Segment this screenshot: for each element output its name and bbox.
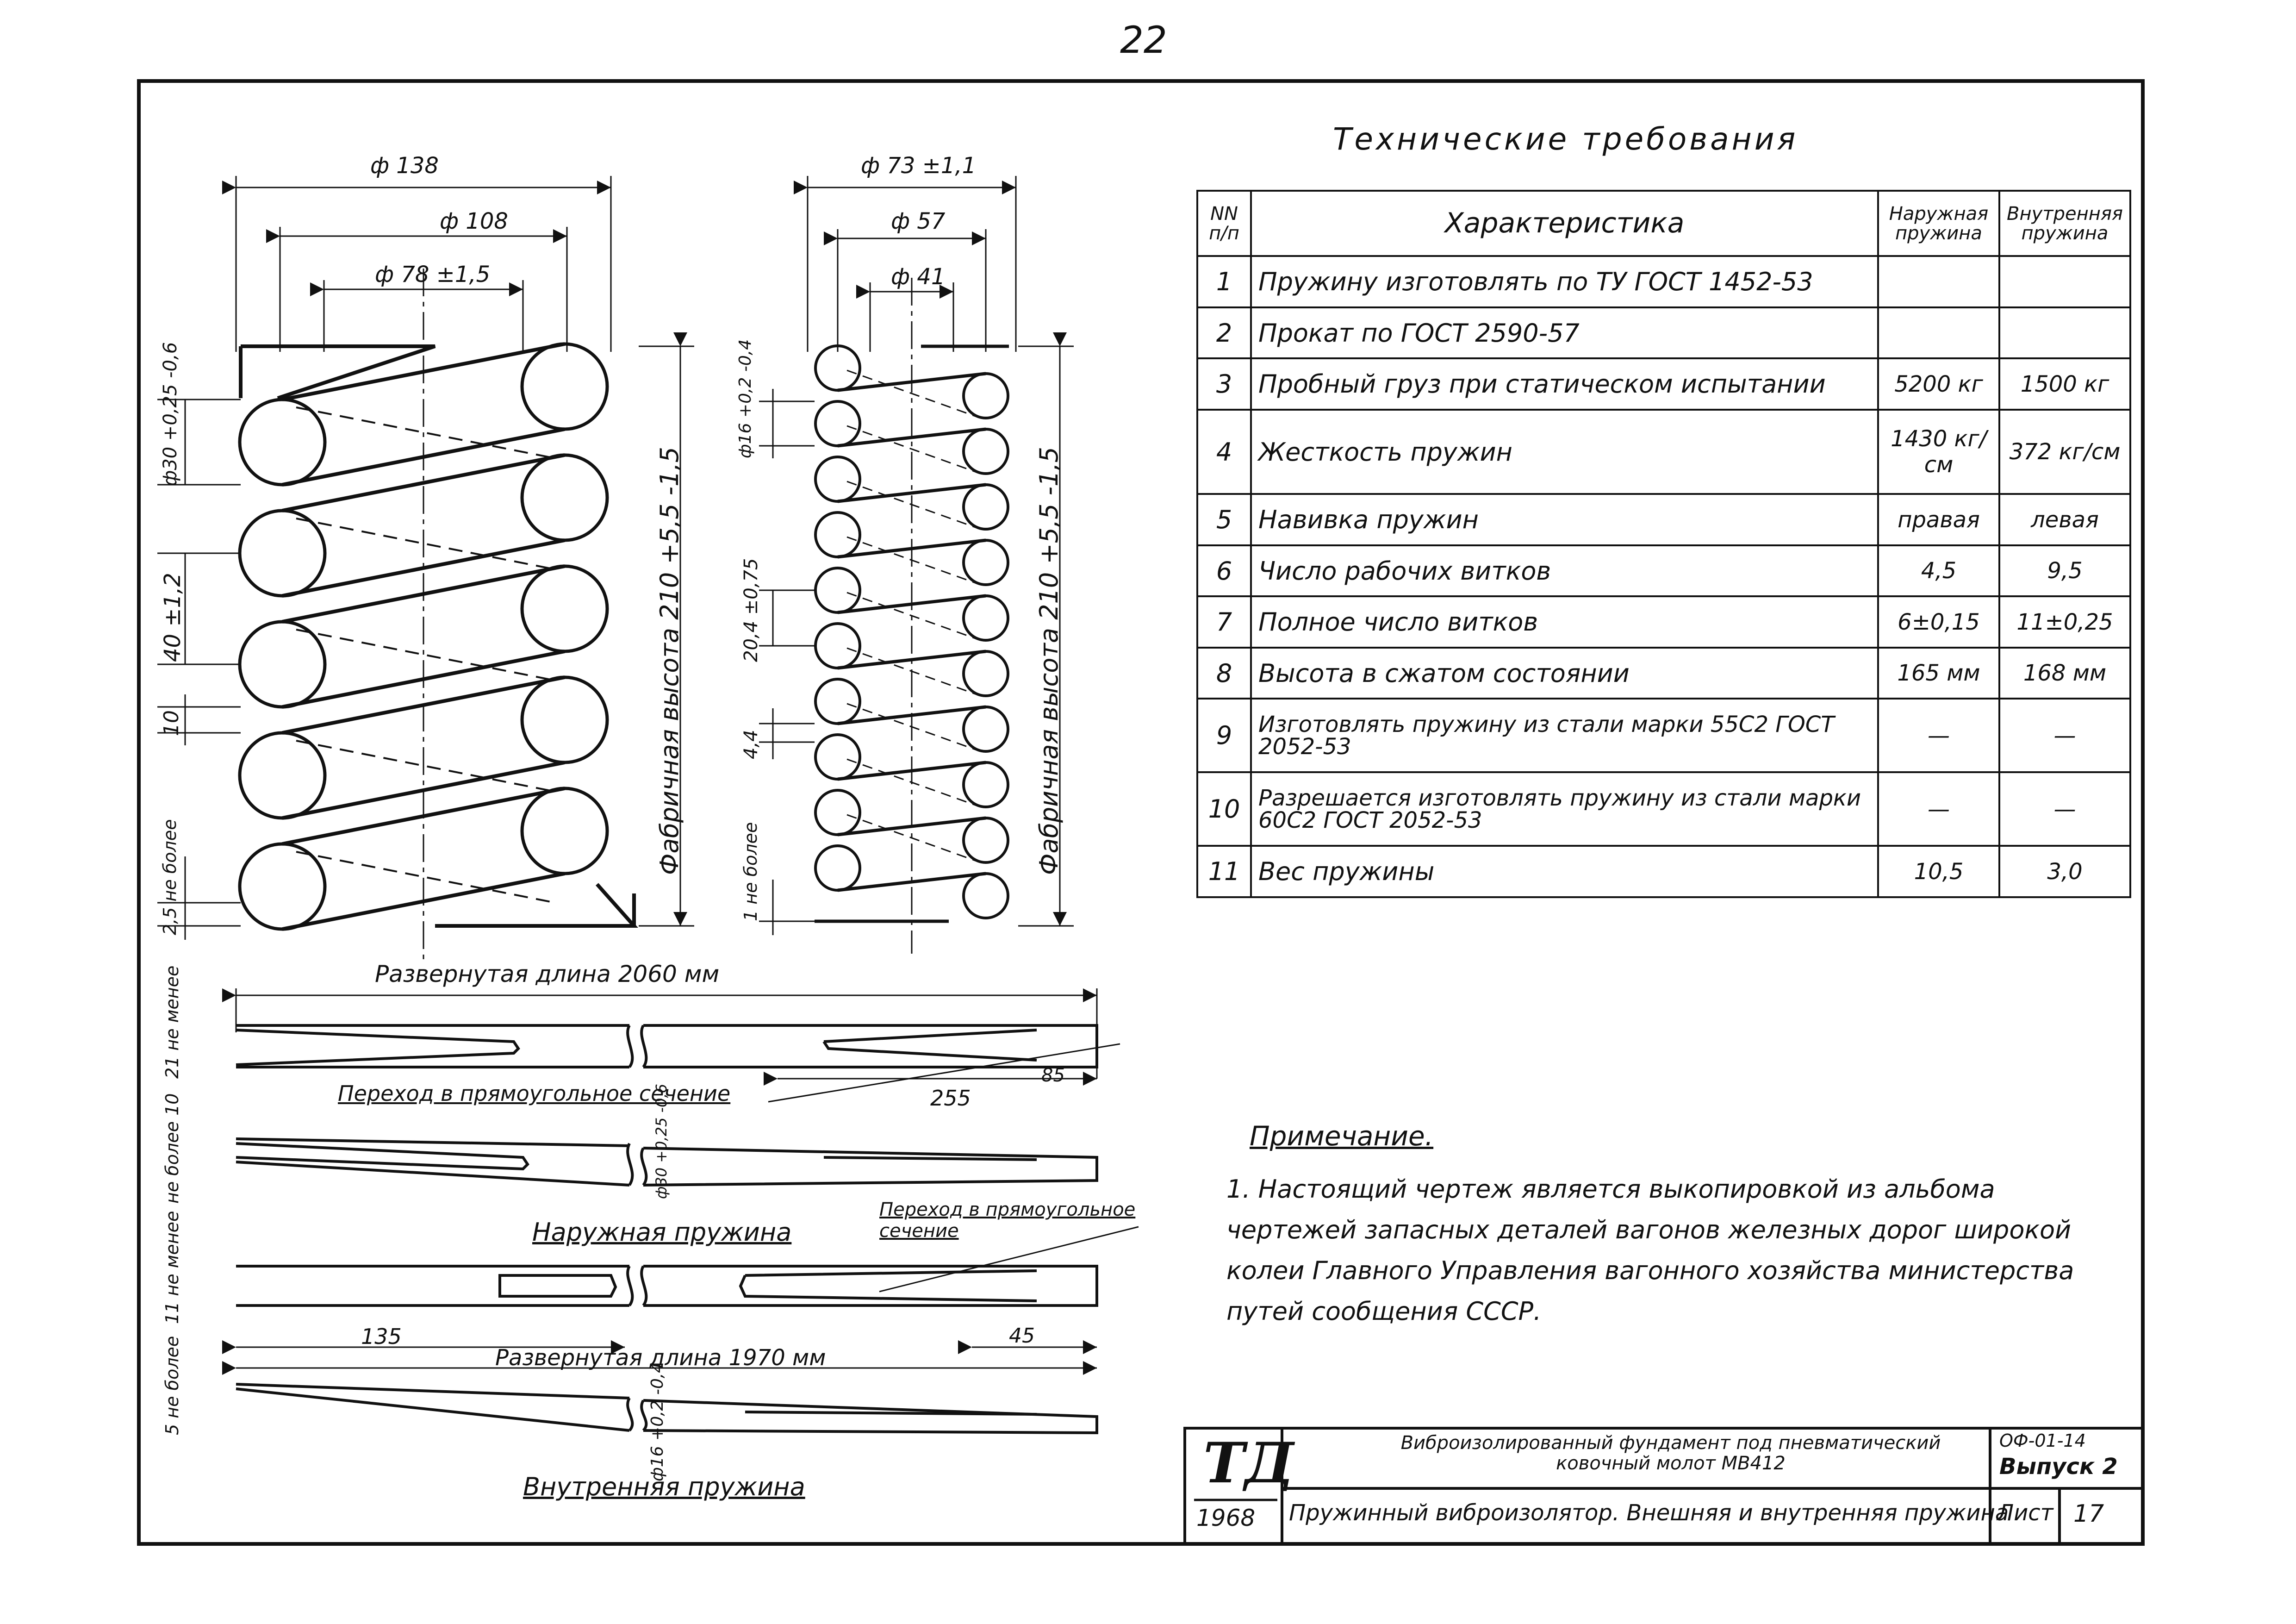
note-text: 1. Настоящий чертеж является выкопировкой из альбома чертежей запасных деталей вагонов железных дорог широкой колеи Главного Управления вагонного хозяйства министерства путей сообщения СССР.: [1226, 1174, 2074, 1326]
row-outer: 4,5: [1878, 545, 1999, 596]
inner-wire-label: ф16 +0,2 -0,4: [736, 339, 755, 458]
row-text: Изготовлять пружину из стали марки 55С2 ГОСТ 2052-53: [1251, 699, 1878, 772]
outer-length-label: Развернутая длина 2060 мм: [375, 961, 720, 987]
row-outer: правая: [1878, 494, 1999, 545]
outer-mid-diameter-label: ф 108: [440, 208, 508, 234]
section-30-label: ф30 +0,25 -0,6: [653, 1084, 670, 1199]
row-text: Навивка пружин: [1251, 494, 1878, 545]
transition-label: Переход в прямоугольное сечение: [338, 1081, 731, 1106]
table-row: [1197, 358, 2130, 409]
page-number: 22: [1120, 19, 1167, 62]
section-16-label: ф16 +0,2 -0,4: [648, 1362, 667, 1481]
outer-inner-diameter-label: ф 78 ±1,5: [375, 262, 491, 287]
dim-135: 135: [361, 1324, 402, 1349]
row-number: 9: [1197, 699, 1251, 772]
inner-caption: Внутренняя пружина: [523, 1472, 805, 1501]
inner-length-label: Развернутая длина 1970 мм: [495, 1345, 826, 1371]
outer-spring-drawing: [157, 176, 694, 963]
row-number: 2: [1197, 307, 1251, 358]
row-number: 10: [1197, 772, 1251, 846]
inner-gap-label: 4,4: [740, 730, 762, 759]
sheet-title: Пружинный виброизолятор. Внешняя и внутренняя пружина: [1289, 1500, 2009, 1526]
dim-255: 255: [930, 1086, 971, 1111]
thick-21-label: 21 не менее: [162, 965, 182, 1079]
row-outer: 1430 кг/см: [1878, 410, 1999, 494]
row-inner: левая: [1999, 494, 2130, 545]
inner-pitch-label: 20,4 ±0,75: [740, 558, 762, 662]
row-text: Прокат по ГОСТ 2590-57: [1251, 307, 1878, 358]
row-inner: 3,0: [1999, 846, 2130, 897]
outer-caption: Наружная пружина: [532, 1218, 792, 1247]
outer-pitch-label: 40 ±1,2: [160, 573, 186, 662]
sheet-number: 17: [2073, 1500, 2104, 1528]
requirements-table: [1196, 190, 2131, 898]
row-outer: [1878, 256, 1999, 307]
table-row: [1197, 596, 2130, 647]
row-text: Жесткость пружин: [1251, 410, 1878, 494]
table-row: [1197, 699, 2130, 772]
row-outer: —: [1878, 699, 1999, 772]
inner-spring-drawing: [759, 176, 1074, 954]
header-characteristic: Характеристика: [1251, 191, 1878, 256]
table-row: [1197, 494, 2130, 545]
row-text: Вес пружины: [1251, 846, 1878, 897]
row-text: Высота в сжатом состоянии: [1251, 648, 1878, 699]
row-text: Число рабочих витков: [1251, 545, 1878, 596]
outer-diameter-label: ф 138: [370, 153, 439, 179]
header-outer: Наружная пружина: [1878, 191, 1999, 256]
drawing-code: ОФ-01-14: [1999, 1430, 2086, 1451]
row-inner: [1999, 307, 2130, 358]
row-inner: [1999, 256, 2130, 307]
row-number: 8: [1197, 648, 1251, 699]
outer-gap-label: 10: [160, 710, 183, 736]
inner-height-label: Фабричная высота 210 +5,5 -1,5: [1034, 447, 1064, 875]
header-nn: NN п/п: [1197, 191, 1251, 256]
row-outer: 6±0,15: [1878, 596, 1999, 647]
table-row: [1197, 772, 2130, 846]
row-inner: —: [1999, 699, 2130, 772]
issue-label: Выпуск 2: [1999, 1454, 2118, 1480]
table-row: [1197, 410, 2130, 494]
title-block-year: 1968: [1196, 1505, 1256, 1531]
row-number: 4: [1197, 410, 1251, 494]
inner-inner-diameter-label: ф 41: [891, 264, 946, 290]
row-text: Пружину изготовлять по ТУ ГОСТ 1452-53: [1251, 256, 1878, 307]
table-row: [1197, 307, 2130, 358]
thick-5-label: 5 не более: [162, 1336, 182, 1435]
row-outer: 165 мм: [1878, 648, 1999, 699]
sheet-label: Лист: [1997, 1500, 2053, 1526]
requirements-title: Технические требования: [1333, 121, 1798, 157]
row-inner: 372 кг/см: [1999, 410, 2130, 494]
row-outer: 10,5: [1878, 846, 1999, 897]
row-inner: 168 мм: [1999, 648, 2130, 699]
thick-10-label: не более 10: [162, 1093, 182, 1204]
inner-diameter-label: ф 73 ±1,1: [861, 153, 977, 179]
row-outer: —: [1878, 772, 1999, 846]
outer-height-label: Фабричная высота 210 +5,5 -1,5: [655, 447, 684, 875]
row-inner: 9,5: [1999, 545, 2130, 596]
table-row: [1197, 256, 2130, 307]
row-inner: 11±0,25: [1999, 596, 2130, 647]
inner-end-gap-label: 1 не более: [740, 822, 761, 921]
row-text: Полное число витков: [1251, 596, 1878, 647]
row-outer: 5200 кг: [1878, 358, 1999, 409]
row-inner: 1500 кг: [1999, 358, 2130, 409]
outer-wire-label: ф30 +0,25 -0,6: [160, 342, 181, 486]
row-inner: —: [1999, 772, 2130, 846]
table-row: [1197, 846, 2130, 897]
project-title: Виброизолированный фундамент под пневматический ковочный молот МВ412: [1400, 1432, 1941, 1474]
table-row: [1197, 545, 2130, 596]
header-inner: Внутренняя пружина: [1999, 191, 2130, 256]
note-title: Примечание.: [1250, 1120, 1434, 1152]
table-row: [1197, 648, 2130, 699]
row-number: 5: [1197, 494, 1251, 545]
row-number: 7: [1197, 596, 1251, 647]
row-text: Разрешается изготовлять пружину из стали марки 60С2 ГОСТ 2052-53: [1251, 772, 1878, 846]
row-number: 6: [1197, 545, 1251, 596]
thick-11-label: 11 не менее: [162, 1211, 182, 1324]
row-number: 1: [1197, 256, 1251, 307]
transition2-label: Переход в прямоугольное сечение: [879, 1199, 1136, 1242]
table-header-row: [1197, 191, 2130, 256]
row-outer: [1878, 307, 1999, 358]
row-number: 3: [1197, 358, 1251, 409]
outer-end-gap-label: 2,5 не более: [160, 819, 180, 935]
inner-mid-diameter-label: ф 57: [891, 208, 946, 234]
td-logo: ТД: [1203, 1430, 1294, 1496]
dim-45: 45: [1009, 1324, 1035, 1348]
row-number: 11: [1197, 846, 1251, 897]
row-text: Пробный груз при статическом испытании: [1251, 358, 1878, 409]
dim-85: 85: [1041, 1065, 1065, 1086]
